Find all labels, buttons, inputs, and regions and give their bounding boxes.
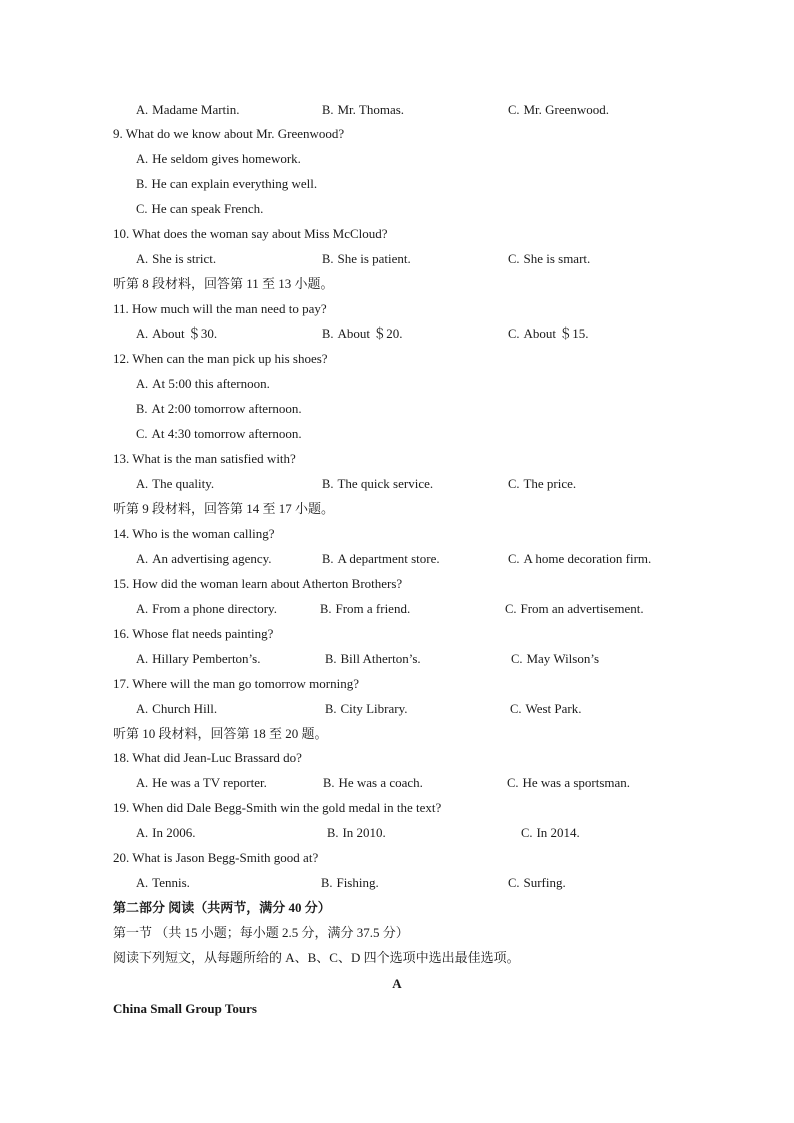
q9-option-b: B. He can explain everything well. [136, 176, 318, 191]
section-8-instruction: 听第 8 段材料，回答第 11 至 13 小题。 [113, 276, 334, 291]
q9-option-c: C. He can speak French. [136, 201, 264, 216]
q15-option-a: A. From a phone directory. [136, 601, 277, 616]
q20-option-a: A. Tennis. [136, 875, 190, 890]
passage-label: A [392, 976, 402, 991]
q19-option-c: C. In 2014. [521, 825, 580, 840]
q17-option-b: B. City Library. [325, 701, 408, 716]
q14-option-a: A. An advertising agency. [136, 551, 272, 566]
q12-option-a: A. At 5:00 this afternoon. [136, 376, 270, 391]
q11-option-a: A. About ＄30. [136, 326, 218, 341]
q20-option-c: C. Surfing. [508, 875, 566, 890]
q8-option-a: A. Madame Martin. [136, 102, 240, 117]
question-12: 12. When can the man pick up his shoes? [113, 351, 328, 366]
question-15: 15. How did the woman learn about Atherton Brothers? [113, 576, 403, 591]
question-18: 18. What did Jean-Luc Brassard do? [113, 750, 302, 765]
section-10-instruction: 听第 10 段材料，回答第 18 至 20 题。 [113, 726, 328, 741]
q16-option-a: A. Hillary Pemberton’s. [136, 651, 261, 666]
q16-option-c: C. May Wilson’s [511, 651, 600, 666]
question-13: 13. What is the man satisfied with? [113, 451, 296, 466]
q13-option-b: B. The quick service. [322, 476, 434, 491]
q18-option-b: B. He was a coach. [323, 775, 423, 790]
question-19: 19. When did Dale Begg-Smith win the gold medal in the text? [113, 800, 442, 815]
question-14: 14. Who is the woman calling? [113, 526, 275, 541]
q19-option-a: A. In 2006. [136, 825, 196, 840]
q15-option-b: B. From a friend. [320, 601, 411, 616]
q9-option-a: A. He seldom gives homework. [136, 151, 301, 166]
q11-option-b: B. About ＄20. [322, 326, 403, 341]
q18-option-a: A. He was a TV reporter. [136, 775, 267, 790]
q16-option-b: B. Bill Atherton’s. [325, 651, 421, 666]
question-10: 10. What does the woman say about Miss McCloud? [113, 226, 388, 241]
q13-option-c: C. The price. [508, 476, 577, 491]
q13-option-a: A. The quality. [136, 476, 215, 491]
question-11: 11. How much will the man need to pay? [113, 301, 327, 316]
question-20: 20. What is Jason Begg-Smith good at? [113, 850, 319, 865]
q10-option-c: C. She is smart. [508, 251, 591, 266]
q10-option-b: B. She is patient. [322, 251, 411, 266]
q11-option-c: C. About ＄15. [508, 326, 589, 341]
question-16: 16. Whose flat needs painting? [113, 626, 274, 641]
q17-option-a: A. Church Hill. [136, 701, 218, 716]
q20-option-b: B. Fishing. [321, 875, 379, 890]
q8-option-c: C. Mr. Greenwood. [508, 102, 610, 117]
q12-option-b: B. At 2:00 tomorrow afternoon. [136, 401, 302, 416]
section-1-instruction: 第一节 （共 15 小题；每小题 2.5 分，满分 37.5 分） [113, 925, 409, 940]
q17-option-c: C. West Park. [510, 701, 582, 716]
q12-option-c: C. At 4:30 tomorrow afternoon. [136, 426, 302, 441]
q14-option-b: B. A department store. [322, 551, 440, 566]
q18-option-c: C. He was a sportsman. [507, 775, 631, 790]
question-17: 17. Where will the man go tomorrow morning? [113, 676, 359, 691]
q10-option-a: A. She is strict. [136, 251, 217, 266]
part-2-heading: 第二部分 阅读（共两节，满分 40 分） [113, 900, 331, 915]
q8-option-b: B. Mr. Thomas. [322, 102, 405, 117]
reading-instruction: 阅读下列短文，从每题所给的 A、B、C、D 四个选项中选出最佳选项。 [113, 950, 520, 965]
q19-option-b: B. In 2010. [327, 825, 386, 840]
passage-title: China Small Group Tours [113, 1001, 257, 1016]
section-9-instruction: 听第 9 段材料，回答第 14 至 17 小题。 [113, 501, 335, 516]
q14-option-c: C. A home decoration firm. [508, 551, 652, 566]
question-9: 9. What do we know about Mr. Greenwood? [113, 126, 345, 141]
q15-option-c: C. From an advertisement. [505, 601, 644, 616]
